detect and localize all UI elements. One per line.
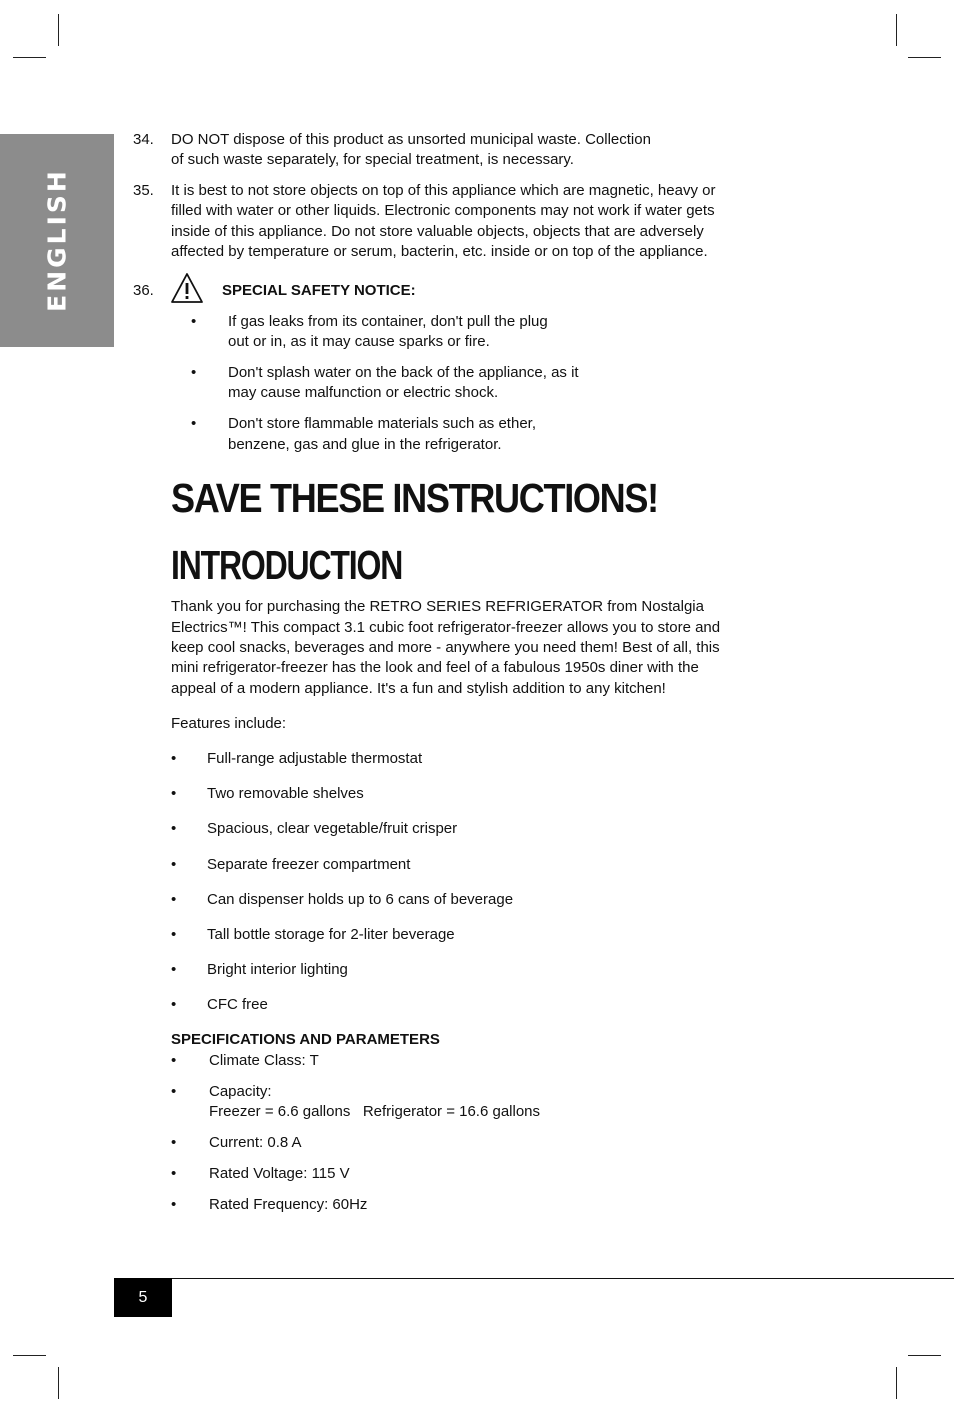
item-number: 35. — [133, 182, 154, 199]
safety-bullet-line: Don't splash water on the back of the appliance, as it — [228, 364, 579, 381]
safety-bullet-line: If gas leaks from its container, don't pull the plug — [228, 313, 548, 330]
item-text-line: of such waste separately, for special treatment, is necessary. — [171, 151, 574, 168]
crop-mark — [13, 1355, 46, 1356]
bullet-marker: • — [171, 926, 177, 943]
crop-mark — [896, 14, 897, 46]
intro-paragraph-line: Thank you for purchasing the RETRO SERIES REFRIGERATOR from Nostalgia — [171, 598, 704, 615]
bullet-marker: • — [191, 313, 197, 330]
bullet-marker: • — [171, 856, 177, 873]
crop-mark — [896, 1367, 897, 1399]
save-instructions-heading: SAVE THESE INSTRUCTIONS! — [171, 475, 658, 521]
intro-paragraph-line: Electrics™! This compact 3.1 cubic foot refrigerator-freezer allows you to store and — [171, 619, 721, 636]
item-number: 36. — [133, 282, 154, 299]
item-text-line: affected by temperature or serum, bacterin, etc. inside or on top of the appliance. — [171, 243, 708, 260]
footer-rule — [114, 1278, 954, 1279]
bullet-marker: • — [171, 996, 177, 1013]
specs-heading: SPECIFICATIONS AND PARAMETERS — [171, 1031, 440, 1048]
bullet-marker: • — [171, 820, 177, 837]
safety-bullet-line: Don't store flammable materials such as ether, — [228, 415, 536, 432]
feature-item: Tall bottle storage for 2-liter beverage — [207, 926, 455, 943]
bullet-marker: • — [171, 1196, 177, 1213]
item-text-line: It is best to not store objects on top of this appliance which are magnetic, heavy or — [171, 182, 716, 199]
bullet-marker: • — [171, 1134, 177, 1151]
bullet-marker: • — [171, 891, 177, 908]
safety-bullet-line: benzene, gas and glue in the refrigerator. — [228, 436, 502, 453]
feature-item: Can dispenser holds up to 6 cans of beverage — [207, 891, 514, 908]
bullet-marker: • — [171, 785, 177, 802]
spec-item: Capacity: — [209, 1083, 272, 1100]
feature-item: CFC free — [207, 996, 268, 1013]
bullet-marker: • — [171, 1083, 177, 1100]
spec-item: Rated Voltage: 115 V — [209, 1165, 350, 1182]
page-number — [114, 1278, 172, 1317]
warning-triangle-icon — [170, 272, 204, 304]
spec-item: Current: 0.8 A — [209, 1134, 302, 1151]
intro-paragraph-line: appeal of a modern appliance. It's a fun and stylish addition to any kitchen! — [171, 680, 666, 697]
crop-mark — [908, 57, 941, 58]
safety-bullet-line: may cause malfunction or electric shock. — [228, 384, 499, 401]
crop-mark — [58, 1367, 59, 1399]
page-number-label: 5 — [138, 1288, 148, 1306]
item-text-line: filled with water or other liquids. Electronic components may not work if water gets — [171, 202, 715, 219]
safety-notice-heading: SPECIAL SAFETY NOTICE: — [222, 282, 416, 299]
intro-paragraph-line: mini refrigerator-freezer has the look and feel of a fabulous 1950s diner with the — [171, 659, 699, 676]
item-text-line: DO NOT dispose of this product as unsorted municipal waste. Collection — [171, 131, 651, 148]
spec-item: Rated Frequency: 60Hz — [209, 1196, 368, 1213]
feature-item: Separate freezer compartment — [207, 856, 411, 873]
bullet-marker: • — [171, 750, 177, 767]
feature-item: Full-range adjustable thermostat — [207, 750, 423, 767]
introduction-heading: INTRODUCTION — [171, 542, 403, 588]
crop-mark — [58, 14, 59, 46]
feature-item: Two removable shelves — [207, 785, 364, 802]
spec-item: Freezer = 6.6 gallons Refrigerator = 16.6 gallons — [209, 1103, 541, 1120]
features-intro: Features include: — [171, 715, 287, 732]
safety-bullet-line: out or in, as it may cause sparks or fire. — [228, 333, 490, 350]
item-text-line: inside of this appliance. Do not store valuable objects, objects that are adversely — [171, 223, 704, 240]
feature-item: Bright interior lighting — [207, 961, 348, 978]
language-tab-label: ENGLISH — [42, 168, 72, 312]
bullet-marker: • — [191, 364, 197, 381]
bullet-marker: • — [171, 1165, 177, 1182]
crop-mark — [908, 1355, 941, 1356]
spec-item: Climate Class: T — [209, 1052, 319, 1069]
bullet-marker: • — [191, 415, 197, 432]
bullet-marker: • — [171, 1052, 177, 1069]
bullet-marker: • — [171, 961, 177, 978]
language-tab — [0, 134, 114, 347]
intro-paragraph-line: keep cool snacks, beverages and more - anywhere you need them! Best of all, this — [171, 639, 720, 656]
crop-mark — [13, 57, 46, 58]
feature-item: Spacious, clear vegetable/fruit crisper — [207, 820, 458, 837]
item-number: 34. — [133, 131, 154, 148]
